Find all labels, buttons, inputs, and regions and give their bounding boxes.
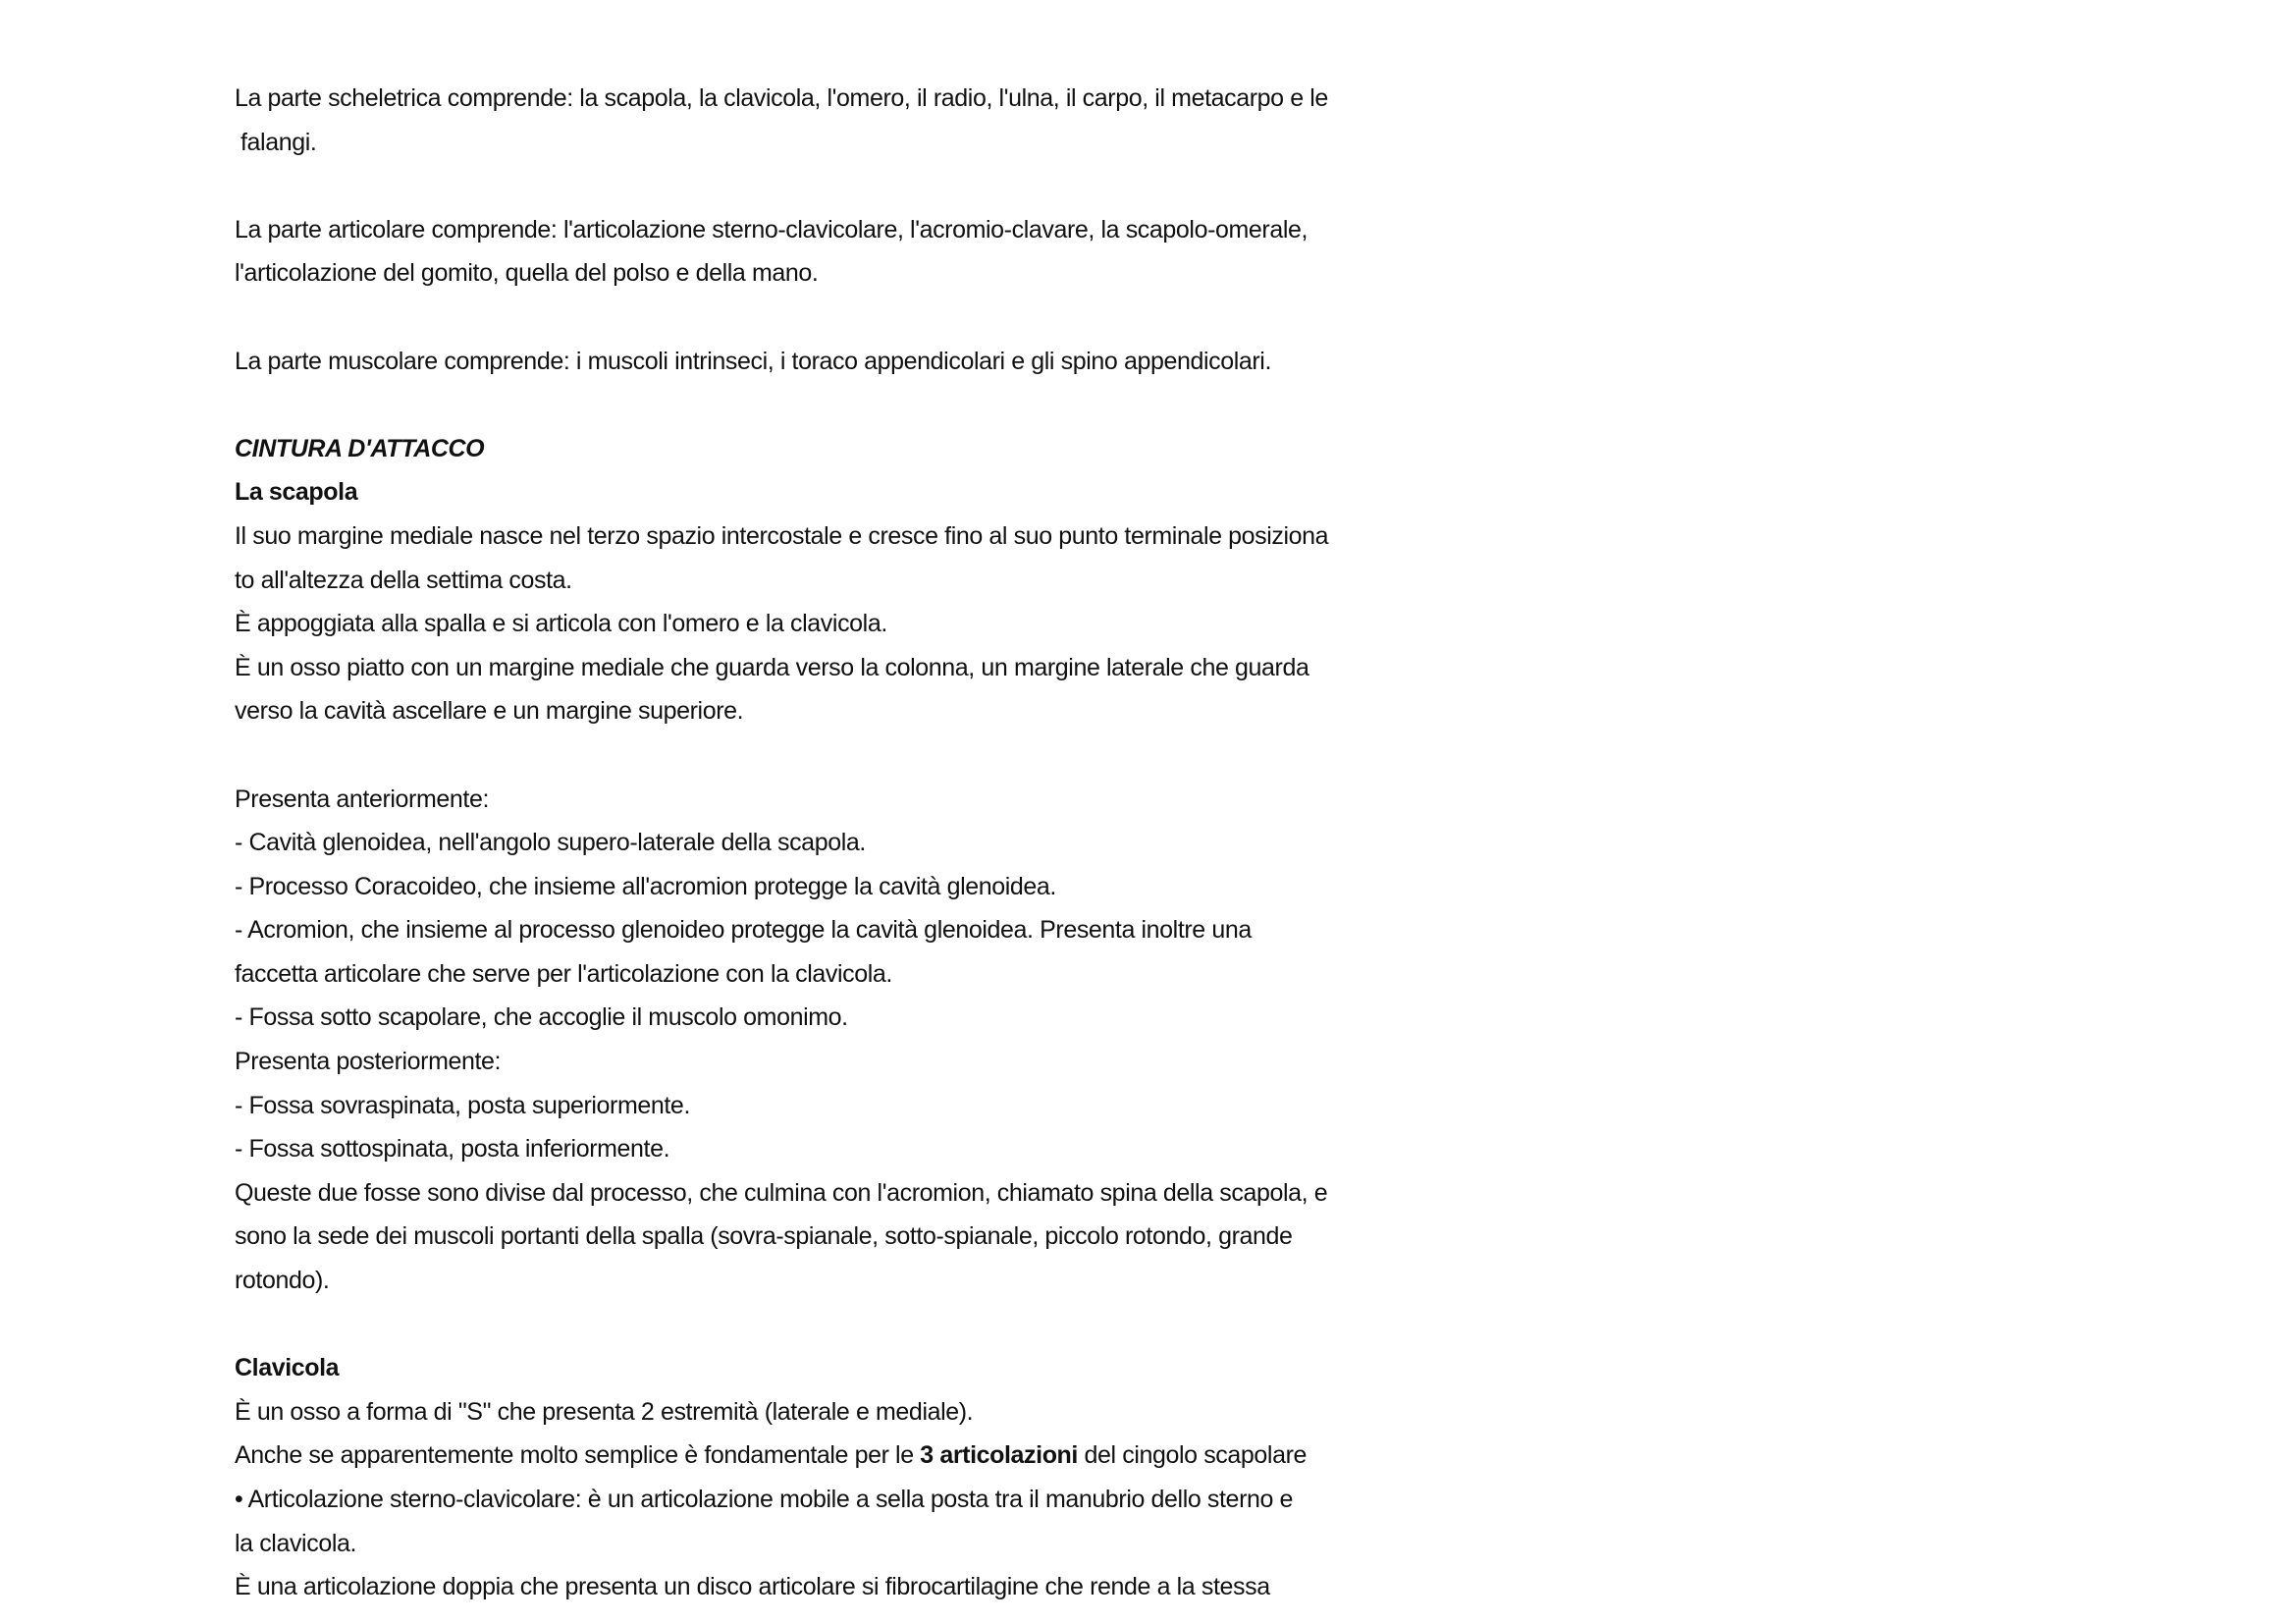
anterior-item-1: - Cavità glenoidea, nell'angolo supero-laterale della scapola. — [235, 829, 866, 857]
skeletal-line-2: falangi. — [240, 128, 317, 156]
scapola-title: La scapola — [235, 478, 358, 507]
section-title: CINTURA D'ATTACCO — [235, 434, 485, 462]
document-page — [235, 77, 1452, 1609]
fosse-line-3: rotondo). — [235, 1267, 330, 1295]
scapola-p1-line-2: to all'altezza della settima costa. — [235, 566, 572, 594]
scapola-p3-line-2: verso la cavità ascellare e un margine superiore. — [235, 697, 744, 726]
blank-line — [235, 1303, 1452, 1347]
scapola-p3-line-1: È un osso piatto con un margine mediale che guarda verso la colonna, un margine laterale che guarda — [235, 653, 1309, 681]
clavicola-bullet-1-line-1: • Articolazione sterno-clavicolare: è un articolazione mobile a sella posta tra il manubrio dello sterno e — [235, 1486, 1294, 1513]
anterior-item-3-line-2: faccetta articolare che serve per l'articolazione con la clavicola. — [235, 959, 892, 988]
muscular-line-1: La parte muscolare comprende: i muscoli intrinseci, i toraco appendicolari e gli spino appendicolari. — [235, 347, 1272, 375]
clavicola-title: Clavicola — [235, 1354, 340, 1382]
anterior-title: Presenta anteriormente: — [235, 785, 490, 813]
fosse-line-2: sono la sede dei muscoli portanti della spalla (sovra-spianale, sotto-spianale, piccolo rotondo, grande — [235, 1222, 1293, 1251]
blank-line — [235, 383, 1452, 427]
blank-line — [235, 164, 1452, 208]
clavicola-line-2-post: del cingolo scapolare — [1077, 1441, 1308, 1470]
clavicola-line-2 — [235, 1434, 1452, 1478]
clavicola-line-2-bold: 3 articolazioni — [920, 1441, 1078, 1470]
blank-line — [235, 733, 1452, 778]
articular-line-2: l'articolazione del gomito, quella del polso e della mano. — [235, 259, 819, 288]
clavicola-line-2-pre: Anche se apparentemente molto semplice è fondamentale per le — [235, 1441, 921, 1470]
articular-line-1: La parte articolare comprende: l'articolazione sterno-clavicolare, l'acromio-clavare, la scapolo-omerale, — [235, 215, 1308, 244]
anterior-item-3-line-1: - Acromion, che insieme al processo glenoideo protegge la cavità glenoidea. Presenta inoltre una — [235, 916, 1252, 945]
posterior-item-1: - Fossa sovraspinata, posta superiormente. — [235, 1091, 690, 1119]
scapola-p1-line-1: Il suo margine mediale nasce nel terzo spazio intercostale e cresce fino al suo punto terminale posiziona — [235, 521, 1329, 550]
scapola-p2-line-1: È appoggiata alla spalla e si articola con l'omero e la clavicola. — [235, 610, 887, 638]
skeletal-line-1: La parte scheletrica comprende: la scapola, la clavicola, l'omero, il radio, l'ulna, il carpo, il metacarpo e le — [235, 84, 1328, 112]
clavicola-line-1: È un osso a forma di "S" che presenta 2 estremità (laterale e mediale). — [235, 1397, 974, 1426]
blank-line — [235, 296, 1452, 340]
fosse-line-1: Queste due fosse sono divise dal processo, che culmina con l'acromion, chiamato spina della scapola, e — [235, 1178, 1328, 1207]
posterior-item-2: - Fossa sottospinata, posta inferiormente. — [235, 1135, 670, 1164]
anterior-item-4: - Fossa sotto scapolare, che accoglie il muscolo omonimo. — [235, 1003, 848, 1032]
clavicola-bullet-1-line-2: la clavicola. — [235, 1529, 357, 1557]
clavicola-last-line: È una articolazione doppia che presenta un disco articolare si fibrocartilagine che rende a la stessa — [235, 1573, 1270, 1601]
anterior-item-2: - Processo Coracoideo, che insieme all'acromion protegge la cavità glenoidea. — [235, 872, 1056, 900]
posterior-title: Presenta posteriormente: — [235, 1048, 502, 1076]
